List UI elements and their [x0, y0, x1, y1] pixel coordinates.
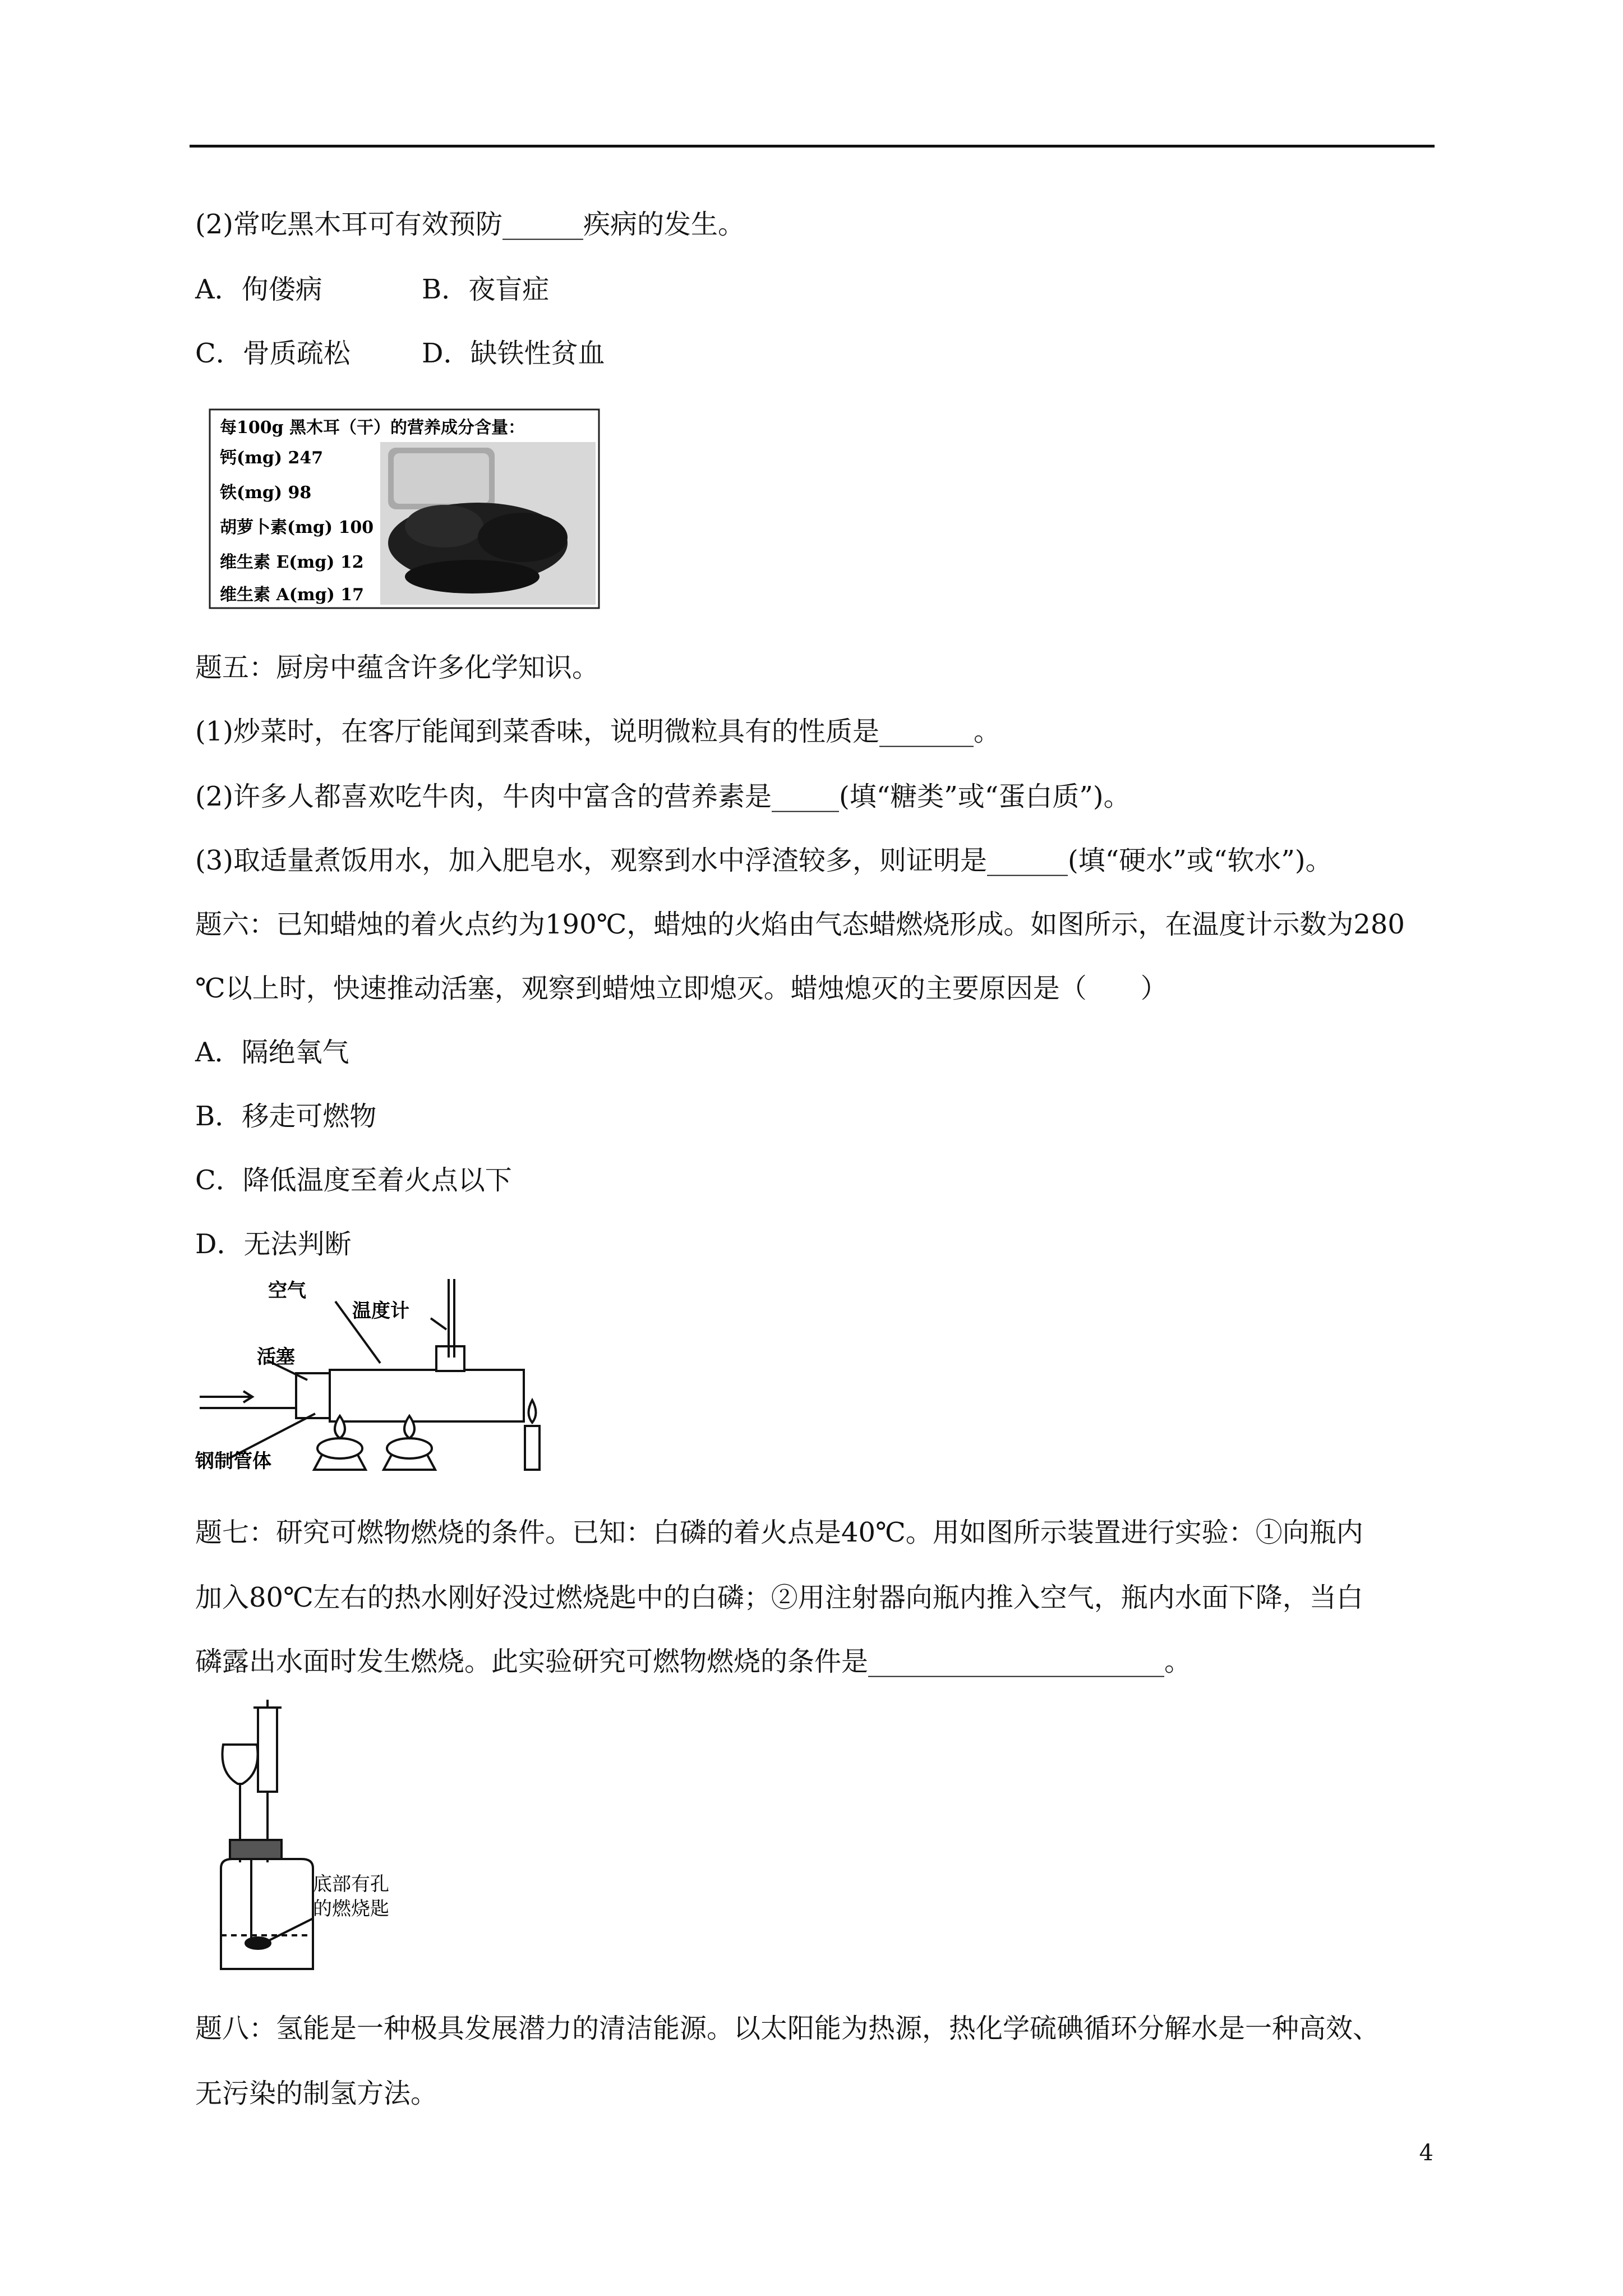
nutrition-figure-svg — [209, 408, 600, 609]
fungus-photo — [380, 442, 596, 605]
q6-option-c: C．降低温度至着火点以下 — [195, 1165, 512, 1196]
label-spoon-line1: 底部有孔 — [313, 1873, 389, 1895]
nutrition-row-iron: 铁(mg) 98 — [220, 483, 312, 503]
q5-part1: (1)炒菜时，在客厅能闻到菜香味，说明微粒具有的性质是_______。 — [195, 716, 1000, 747]
q5-part2: (2)许多人都喜欢吃牛肉，牛肉中富含的营养素是_____(填“糖类”或“蛋白质”)。 — [195, 781, 1131, 812]
label-air: 空气 — [268, 1280, 306, 1302]
label-steel-tube: 钢制管体 — [195, 1450, 271, 1473]
q6-option-d: D．无法判断 — [195, 1228, 352, 1260]
q6-option-a: A．隔绝氧气 — [195, 1037, 349, 1068]
candle-apparatus-figure — [195, 1273, 554, 1475]
q8-line1: 题八：氢能是一种极具发展潜力的清洁能源。以太阳能为热源，热化学硫碘循环分解水是一种高效、 — [195, 2013, 1380, 2044]
label-spoon-line2: 的燃烧匙 — [313, 1898, 389, 1920]
candle-apparatus-svg — [195, 1273, 554, 1475]
q4-option-c: C．骨质疏松 — [195, 338, 351, 369]
header-rule — [190, 145, 1435, 148]
nutrition-row-vitamin-e: 维生素 E(mg) 12 — [220, 553, 364, 572]
nutrition-figure — [209, 408, 600, 609]
q7-line2: 加入80℃左右的热水刚好没过燃烧匙中的白磷；②用注射器向瓶内推入空气，瓶内水面下降，当白 — [195, 1582, 1363, 1613]
q8-line2: 无污染的制氢方法。 — [195, 2078, 438, 2109]
bottle-apparatus-figure — [195, 1700, 419, 1975]
q5-title: 题五：厨房中蕴含许多化学知识。 — [195, 652, 600, 683]
q6-line1: 题六：已知蜡烛的着火点约为190℃，蜡烛的火焰由气态蜡燃烧形成。如图所示，在温度计示数为280 — [195, 909, 1405, 940]
q4-option-a: A．佝偻病 — [195, 274, 322, 305]
q4-option-b: B．夜盲症 — [422, 274, 550, 305]
nutrition-row-carotene: 胡萝卜素(mg) 100 — [220, 518, 374, 537]
q6-option-b: B．移走可燃物 — [195, 1101, 377, 1132]
label-thermometer: 温度计 — [352, 1300, 409, 1322]
q7-line3: 磷露出水面时发生燃烧。此实验研究可燃物燃烧的条件是______________________。 — [195, 1646, 1192, 1677]
nutrition-title: 每100g 黑木耳（干）的营养成分含量： — [220, 418, 525, 438]
q5-part3: (3)取适量煮饭用水，加入肥皂水，观察到水中浮渣较多，则证明是______(填“硬水”或“软水”)。 — [195, 845, 1332, 876]
q6-line2: ℃以上时，快速推动活塞，观察到蜡烛立即熄灭。蜡烛熄灭的主要原因是（ ） — [195, 973, 1168, 1004]
q4-part2: (2)常吃黑木耳可有效预防______疾病的发生。 — [195, 209, 745, 240]
q7-line1: 题七：研究可燃物燃烧的条件。已知：白磷的着火点是40℃。用如图所示装置进行实验：①向瓶内 — [195, 1517, 1363, 1548]
q4-option-d: D．缺铁性贫血 — [422, 338, 605, 369]
label-piston: 活塞 — [257, 1346, 295, 1368]
nutrition-row-vitamin-a: 维生素 A(mg) 17 — [220, 585, 365, 605]
nutrition-row-calcium: 钙(mg) 247 — [220, 448, 324, 468]
page-number: 4 — [1419, 2140, 1433, 2166]
bottle-apparatus-svg — [195, 1700, 419, 1975]
